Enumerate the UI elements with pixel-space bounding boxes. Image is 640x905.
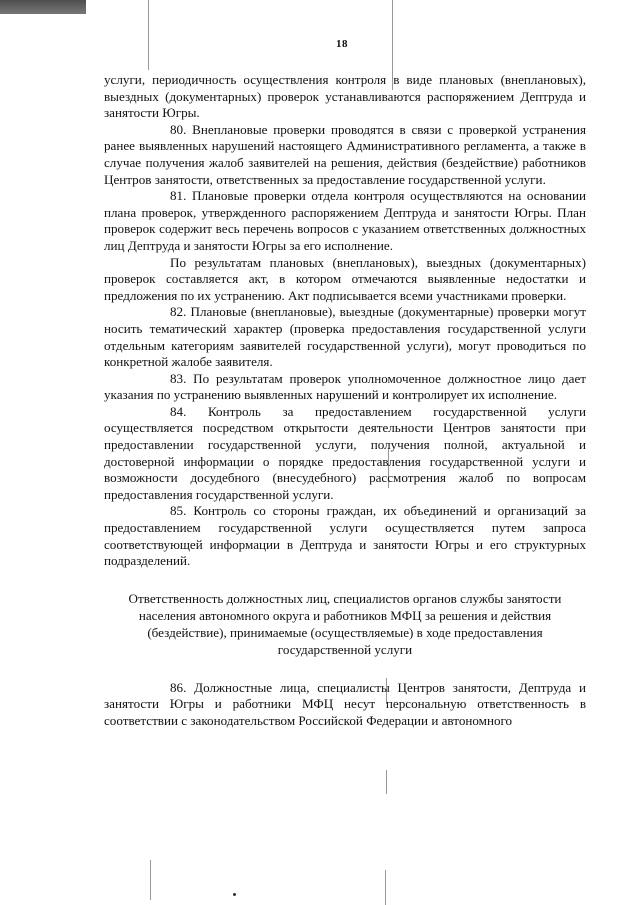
paragraph-text: Должностные лица, специалисты Центров занятости, Дептруда и занятости Югры и работники МФЦ несут персональную ответственность в соответствии с законодательством Российской Федерации и автономного [104, 679, 586, 728]
paragraph-number: 81. [170, 188, 187, 204]
paragraph-continuation [104, 72, 586, 122]
paragraph-text: Плановые проверки отдела контроля осуществляются на основании плана проверок, утвержденного распоряжением Дептруда и занятости Югры. План проверок содержит весь перечень вопросов с указанием ответственных должностных лиц Дептруда и занятости Югры за его исполнение. [104, 188, 586, 253]
paragraph-number: 85. [170, 503, 187, 519]
paragraph-86 [104, 680, 586, 730]
scan-artifact-line [148, 0, 149, 70]
paragraph-text: Контроль со стороны граждан, их объединений и организаций за предоставлением государственной услуги осуществляется путем запроса соответствующей информации в Дептруда и занятости Югры и его структурных подразделений. [104, 503, 587, 569]
paragraph-81-results [104, 255, 586, 305]
paragraph-text: Контроль за предоставлением государственной услуги осуществляется посредством открытости деятельности Центров занятости при предоставлении государственной услуги, получения полной, актуальной и достоверной информации о порядке предоставления государственной услуги и возможности досудебного (внесудебного) рассмотрения жалоб по вопросам предоставления государственной услуги. [104, 403, 586, 502]
paragraph-81 [104, 188, 586, 254]
paragraph-80 [104, 122, 586, 188]
scan-artifact-dot [233, 893, 236, 896]
paragraph-text: Плановые (внеплановые), выездные (документарные) проверки могут носить тематический характер (проверка предоставления государственной услуги отдельным категориям заявителей государственной услуги), могут проводиться по конкретной жалобе заявителя. [104, 304, 586, 370]
paragraph-85 [104, 503, 586, 569]
paragraph-text: услуги, периодичность осуществления контроля в виде плановых (внеплановых), выездных (документарных) проверок устанавливаются распоряжением Дептруда и занятости Югры. [104, 72, 586, 121]
scan-artifact-line [386, 770, 387, 794]
paragraph-84 [104, 404, 586, 504]
paragraph-number: 82. [170, 304, 187, 320]
section-heading: Ответственность должностных лиц, специалистов органов службы занятости населения автономного округа и работников МФЦ за решения и действия (бездействие), принимаемые (осуществляемые) в ходе предоставления государственной услуги [128, 590, 562, 657]
paragraph-number: 86. [170, 679, 187, 695]
document-body [104, 72, 586, 730]
scan-artifact-top [0, 0, 86, 14]
paragraph-83 [104, 371, 586, 404]
paragraph-text: По результатам проверок уполномоченное должностное лицо дает указания по устранению выявленных нарушений и контролирует их исполнение. [104, 370, 586, 403]
paragraph-82 [104, 304, 586, 370]
paragraph-text: По результатам плановых (внеплановых), выездных (документарных) проверок составляется акт, в котором отмечаются выявленные недостатки и предложения по их устранению. Акт подписывается всеми участниками проверки. [104, 254, 586, 303]
scan-artifact-line [385, 870, 386, 905]
scan-artifact-line [150, 860, 151, 900]
paragraph-number: 80. [170, 121, 187, 137]
paragraph-number: 84. [170, 403, 187, 419]
paragraph-number: 83. [170, 370, 187, 386]
page-number: 18 [336, 38, 348, 50]
paragraph-text: Внеплановые проверки проводятся в связи с проверкой устранения ранее выявленных нарушений настоящего Административного регламента, а также в случае получения жалоб заявителей на решения, действия (бездействие) работников Центров занятости, ответственных за предоставление государственной услуги. [104, 121, 586, 187]
